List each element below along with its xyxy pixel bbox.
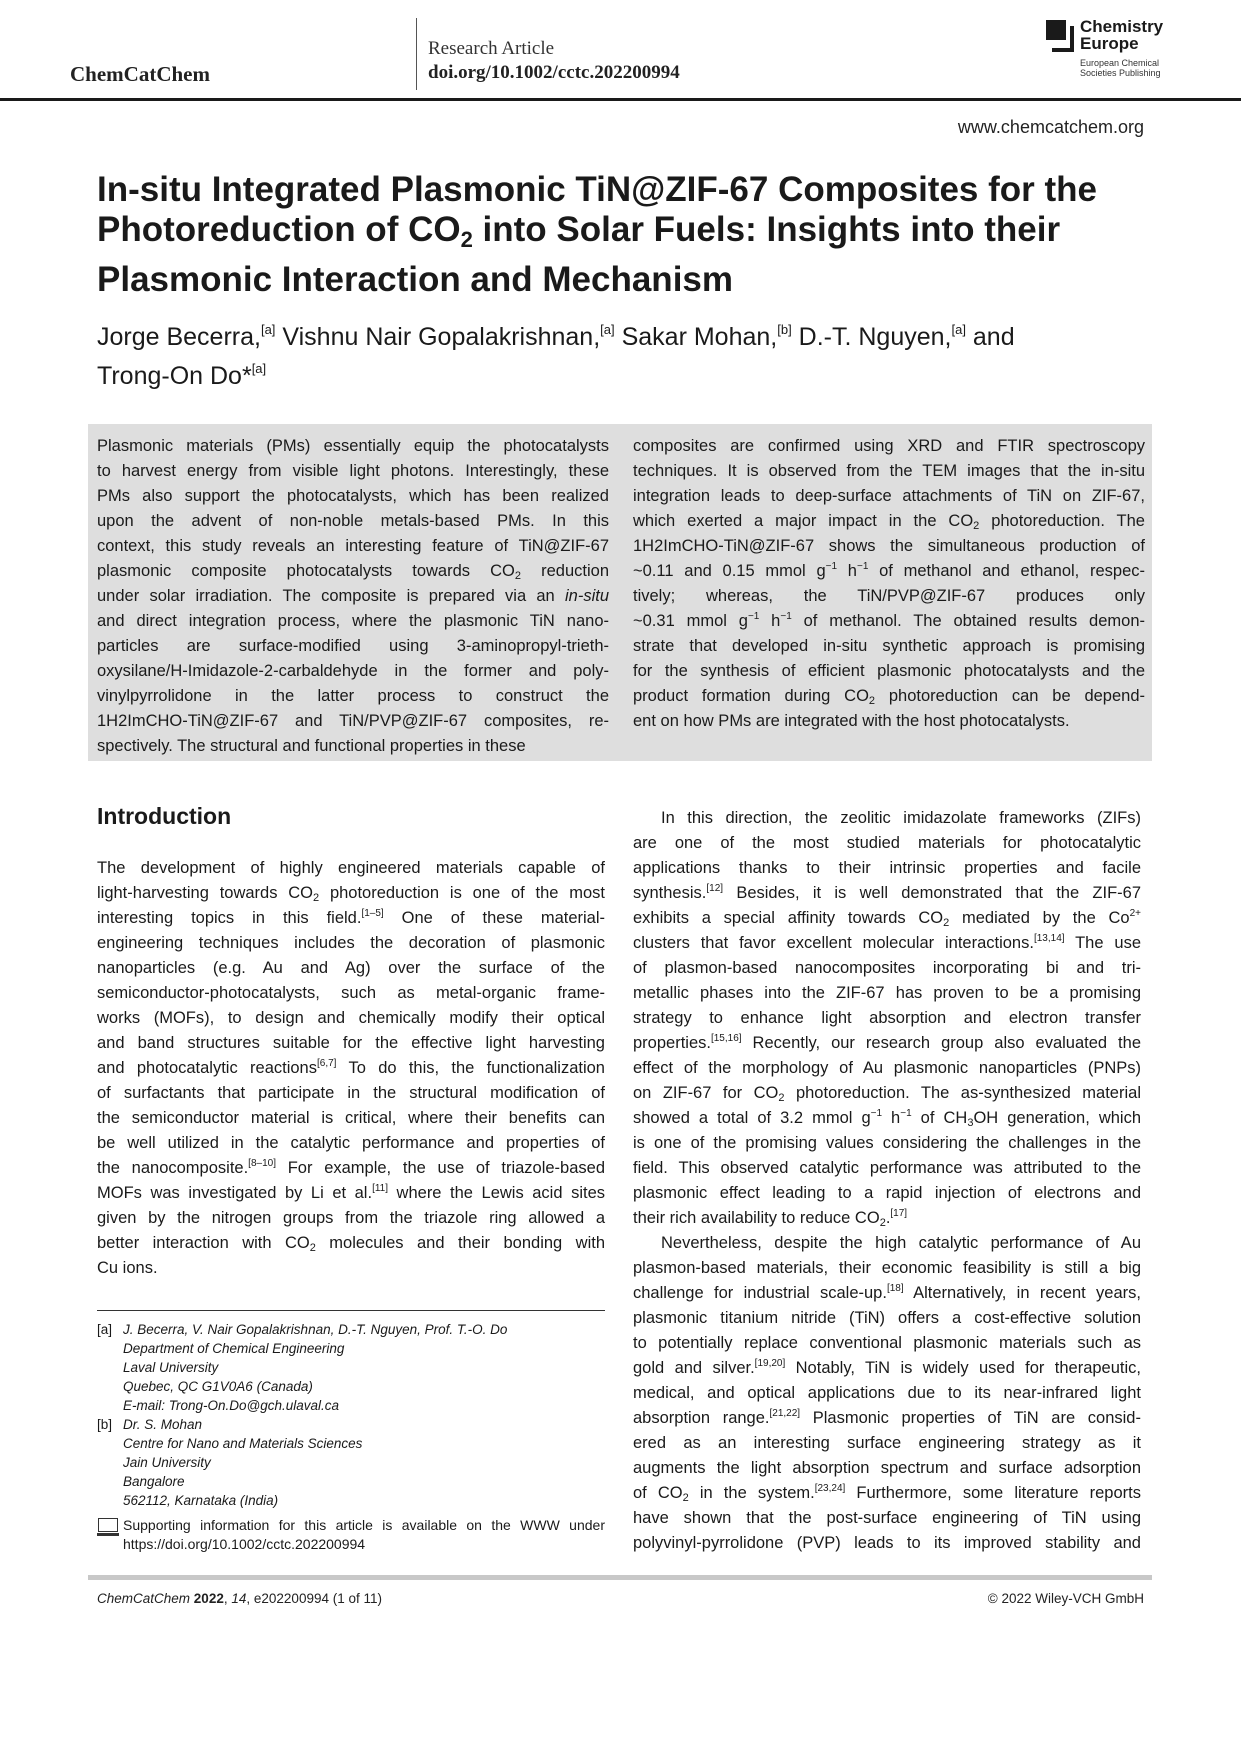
author-line: Trong-On Do*[a] xyxy=(97,361,267,390)
text-line: have shown that the post-surface engineering of TiN using xyxy=(633,1509,1141,1527)
text-line: plasmon-based materials, their economic feasibility is still a big xyxy=(633,1259,1141,1277)
text-line: challenge for industrial scale-up.[18] Alternatively, in recent years, xyxy=(633,1283,1141,1302)
text-line: strate that developed in-situ synthetic approach is promising xyxy=(633,637,1145,655)
text-line: tively; whereas, the TiN/PVP@ZIF-67 produces only xyxy=(633,587,1145,605)
text-line: the nanocomposite.[8–10] For example, the use of triazole-based xyxy=(97,1158,606,1177)
footnote-entry xyxy=(97,1415,605,1434)
text-line: plasmonic effect leading to a rapid injection of electrons and xyxy=(633,1184,1141,1202)
text-line: interesting topics in this field.[1–5] One of these material- xyxy=(97,908,605,927)
header-rule xyxy=(0,98,1241,101)
logo-subtitle-line2: Societies Publishing xyxy=(1080,68,1161,78)
logo-mark-icon xyxy=(1046,20,1076,54)
author-line: Jorge Becerra,[a] Vishnu Nair Gopalakrishnan,[a] Sakar Mohan,[b] D.-T. Nguyen,[a] and xyxy=(97,322,1015,351)
supporting-info-line: Supporting information for this article is available on the WWW under xyxy=(123,1517,605,1533)
text-line: be well utilized in the catalytic performance and properties of xyxy=(97,1134,605,1152)
text-line: of surfactants that participate in the structural modification of xyxy=(97,1084,605,1102)
text-line: effect of the morphology of Au plasmonic nanoparticles (PNPs) xyxy=(633,1059,1141,1077)
text-line: clusters that favor excellent molecular interactions.[13,14] The use xyxy=(633,933,1141,952)
text-line: metallic phases into the ZIF-67 has proven to be a promising xyxy=(633,984,1141,1002)
article-type: Research Article xyxy=(428,38,555,59)
title-line: Photoreduction of $CO_2$ into Solar Fuels: Insights into their xyxy=(97,210,1061,252)
journal-name: ChemCatChem xyxy=(70,62,210,86)
text-line: on ZIF-67 for $CO_2$ photoreduction. The as-synthesized material xyxy=(633,1084,1141,1104)
footer-volume: 14 xyxy=(231,1591,247,1606)
text-line: applications thanks to their intrinsic properties and facile xyxy=(633,859,1141,877)
footnote-line: Bangalore xyxy=(123,1474,185,1489)
footer-journal: ChemCatChem xyxy=(97,1591,191,1606)
text-line: exhibits a special affinity towards $CO_2$ mediated by the $Co^{2+}$ xyxy=(633,908,1141,929)
footnote-line: Centre for Nano and Materials Sciences xyxy=(123,1436,363,1451)
text-line: plasmonic composite photocatalysts towards $CO_2$ reduction xyxy=(97,562,609,582)
footnote-tag: [a] xyxy=(97,1322,113,1337)
footnote-line: Jain University xyxy=(123,1455,211,1470)
text-line: field. This observed catalytic performance was attributed to the xyxy=(633,1159,1141,1177)
text-line: upon the advent of non-noble metals-based PMs. In this xyxy=(97,512,609,530)
text-line: composites are confirmed using XRD and FTIR spectroscopy xyxy=(633,437,1145,455)
footer-citation: ChemCatChem 2022, 14, e202200994 (1 of 11) xyxy=(97,1591,382,1606)
text-line: synthesis.[12] Besides, it is well demonstrated that the ZIF-67 xyxy=(633,883,1141,902)
text-line: The development of highly engineered materials capable of xyxy=(97,859,605,877)
text-line: the semiconductor material is critical, where their benefits can xyxy=(97,1109,605,1127)
text-line: Nevertheless, despite the high catalytic performance of Au xyxy=(661,1234,1141,1252)
header-divider xyxy=(416,18,417,90)
title-line: In-situ Integrated Plasmonic TiN@ZIF-67 Composites for the xyxy=(97,170,1097,209)
article-title xyxy=(97,170,1147,300)
text-line: are one of the most studied materials for photocatalytic xyxy=(633,834,1141,852)
text-line: gold and silver.[19,20] Notably, TiN is widely used for therapeutic, xyxy=(633,1358,1141,1377)
author-list xyxy=(97,314,1015,392)
text-line: which exerted a major impact in the $CO_2$ photoreduction. The xyxy=(633,512,1145,532)
text-line: to harvest energy from visible light photons. Interestingly, these xyxy=(97,462,609,480)
text-line: oxysilane/H-Imidazole-2-carbaldehyde in the former and poly- xyxy=(97,662,609,680)
text-line: ~0.31 mmol $g^{-1}$ $h^{-1}$ of methanol. The obtained results demon- xyxy=(633,611,1145,630)
text-line: nanoparticles (e.g. Au and Ag) over the surface of the xyxy=(97,959,605,977)
chemistry-europe-logo xyxy=(1046,18,1186,82)
text-line: ered as an interesting surface engineering strategy as it xyxy=(633,1434,1141,1452)
text-line: for the synthesis of efficient plasmonic photocatalysts and the xyxy=(633,662,1145,680)
text-line: MOFs was investigated by Li et al.[11] where the Lewis acid sites xyxy=(97,1183,605,1202)
text-line: is one of the promising values considering the challenges in the xyxy=(633,1134,1141,1152)
text-line: 1H2ImCHO-TiN@ZIF-67 and TiN/PVP@ZIF-67 composites, re- xyxy=(97,712,609,730)
text-line: absorption range.[21,22] Plasmonic properties of TiN are consid- xyxy=(633,1408,1141,1427)
text-line: light-harvesting towards $CO_2$ photoreduction is one of the most xyxy=(97,884,605,904)
text-line: polyvinyl-pyrrolidone (PVP) leads to its improved stability and xyxy=(633,1534,1141,1552)
text-line: vinylpyrrolidone in the latter process to construct the xyxy=(97,687,609,705)
text-line: strategy to enhance light absorption and electron transfer xyxy=(633,1009,1141,1027)
text-line: context, this study reveals an interesting feature of TiN@ZIF-67 xyxy=(97,537,609,555)
footnote-text: J. Becerra, V. Nair Gopalakrishnan, D.-T. Nguyen, Prof. T.-O. Do xyxy=(123,1322,508,1337)
footnote-text: Dr. S. Mohan xyxy=(123,1417,203,1432)
text-line: works (MOFs), to design and chemically modify their optical xyxy=(97,1009,605,1027)
text-line: spectively. The structural and functional properties in these xyxy=(97,737,526,755)
footer-article-number: , e202200994 (1 of 11) xyxy=(246,1591,382,1606)
text-line: plasmonic titanium nitride (TiN) offers a cost-effective solution xyxy=(633,1309,1141,1327)
logo-name-line2: Europe xyxy=(1080,34,1139,53)
text-line: PMs also support the photocatalysts, which has been realized xyxy=(97,487,609,505)
text-line: Plasmonic materials (PMs) essentially equip the photocatalysts xyxy=(97,437,609,455)
text-line: techniques. It is observed from the TEM images that the in-situ xyxy=(633,462,1145,480)
text-line: of plasmon-based nanocomposites incorporating bi and tri- xyxy=(633,959,1141,977)
text-line: under solar irradiation. The composite is prepared via an in-situ xyxy=(97,587,609,605)
text-line: of $CO_2$ in the system.[23,24] Furthermore, some literature reports xyxy=(633,1483,1141,1504)
text-line: showed a total of 3.2 mmol $g^{-1}$ $h^{-1}$ of $CH_3OH$ generation, which xyxy=(633,1108,1141,1129)
text-line: and band structures suitable for the effective light harvesting xyxy=(97,1034,605,1052)
text-line: ~0.11 and 0.15 mmol $g^{-1}$ $h^{-1}$ of methanol and ethanol, respec- xyxy=(633,561,1146,580)
text-line: and photocatalytic reactions[6,7] To do this, the functionalization xyxy=(97,1058,605,1077)
text-line: and direct integration process, where the plasmonic TiN nano- xyxy=(97,612,609,630)
title-line: Plasmonic Interaction and Mechanism xyxy=(97,260,733,299)
logo-name-line1: Chemistry xyxy=(1080,17,1164,36)
journal-website-link[interactable]: www.chemcatchem.org xyxy=(957,117,1144,137)
footer-bar xyxy=(88,1575,1152,1580)
footnote-rule xyxy=(97,1310,605,1311)
logo-subtitle-line1: European Chemical xyxy=(1080,58,1160,68)
text-line: product formation during $CO_2$ photoreduction can be depend- xyxy=(633,687,1146,707)
footnote-line: Department of Chemical Engineering xyxy=(123,1341,345,1356)
text-line: semiconductor-photocatalysts, such as metal-organic frame- xyxy=(97,984,605,1002)
abstract-column-right xyxy=(633,434,1145,734)
section-heading: Introduction xyxy=(97,803,232,829)
text-line: better interaction with $CO_2$ molecules and their bonding with xyxy=(97,1234,605,1254)
footnote-line: E-mail: Trong-On.Do@gch.ulaval.ca xyxy=(123,1398,340,1413)
abstract-column-left xyxy=(97,434,609,759)
text-line: In this direction, the zeolitic imidazolate frameworks (ZIFs) xyxy=(661,809,1141,827)
body-column-left xyxy=(97,856,605,1281)
supporting-info-link[interactable]: https://doi.org/10.1002/cctc.202200994 xyxy=(123,1536,366,1552)
text-line: to potentially replace conventional plasmonic materials such as xyxy=(633,1334,1141,1352)
text-line: particles are surface-modified using 3-aminopropyl-trieth- xyxy=(97,637,609,655)
footer-copyright: © 2022 Wiley-VCH GmbH xyxy=(987,1591,1144,1606)
footnote-line: Quebec, QC G1V0A6 (Canada) xyxy=(123,1379,313,1394)
text-line: properties.[15,16] Recently, our research group also evaluated the xyxy=(633,1033,1141,1052)
body-column-right xyxy=(633,806,1141,1556)
text-line: Cu ions. xyxy=(97,1259,158,1277)
supporting-info-text xyxy=(123,1516,605,1554)
affiliation-footnotes xyxy=(97,1320,605,1510)
text-line: engineering techniques includes the decoration of plasmonic xyxy=(97,934,605,952)
text-line: augments the light absorption spectrum and surface adsorption xyxy=(633,1459,1141,1477)
footnote-tag: [b] xyxy=(97,1417,113,1432)
text-line: ent on how PMs are integrated with the host photocatalysts. xyxy=(633,712,1070,730)
text-line: 1H2ImCHO-TiN@ZIF-67 shows the simultaneous production of xyxy=(633,537,1145,555)
footnote-line: Laval University xyxy=(123,1360,219,1375)
text-line: given by the nitrogen groups from the triazole ring allowed a xyxy=(97,1209,605,1227)
abstract-box xyxy=(88,424,1152,761)
doi-link[interactable]: doi.org/10.1002/cctc.202200994 xyxy=(428,62,680,83)
footnote-entry xyxy=(97,1320,605,1339)
text-line: medical, and optical applications due to its near-infrared light xyxy=(633,1384,1141,1402)
footer-year: 2022 xyxy=(193,1591,224,1606)
footnote-line: 562112, Karnataka (India) xyxy=(123,1493,279,1508)
computer-icon xyxy=(97,1518,119,1536)
text-line: integration leads to deep-surface attachments of TiN on ZIF-67, xyxy=(633,487,1145,505)
text-line: their rich availability to reduce $CO_2.[17]$ xyxy=(633,1208,908,1229)
